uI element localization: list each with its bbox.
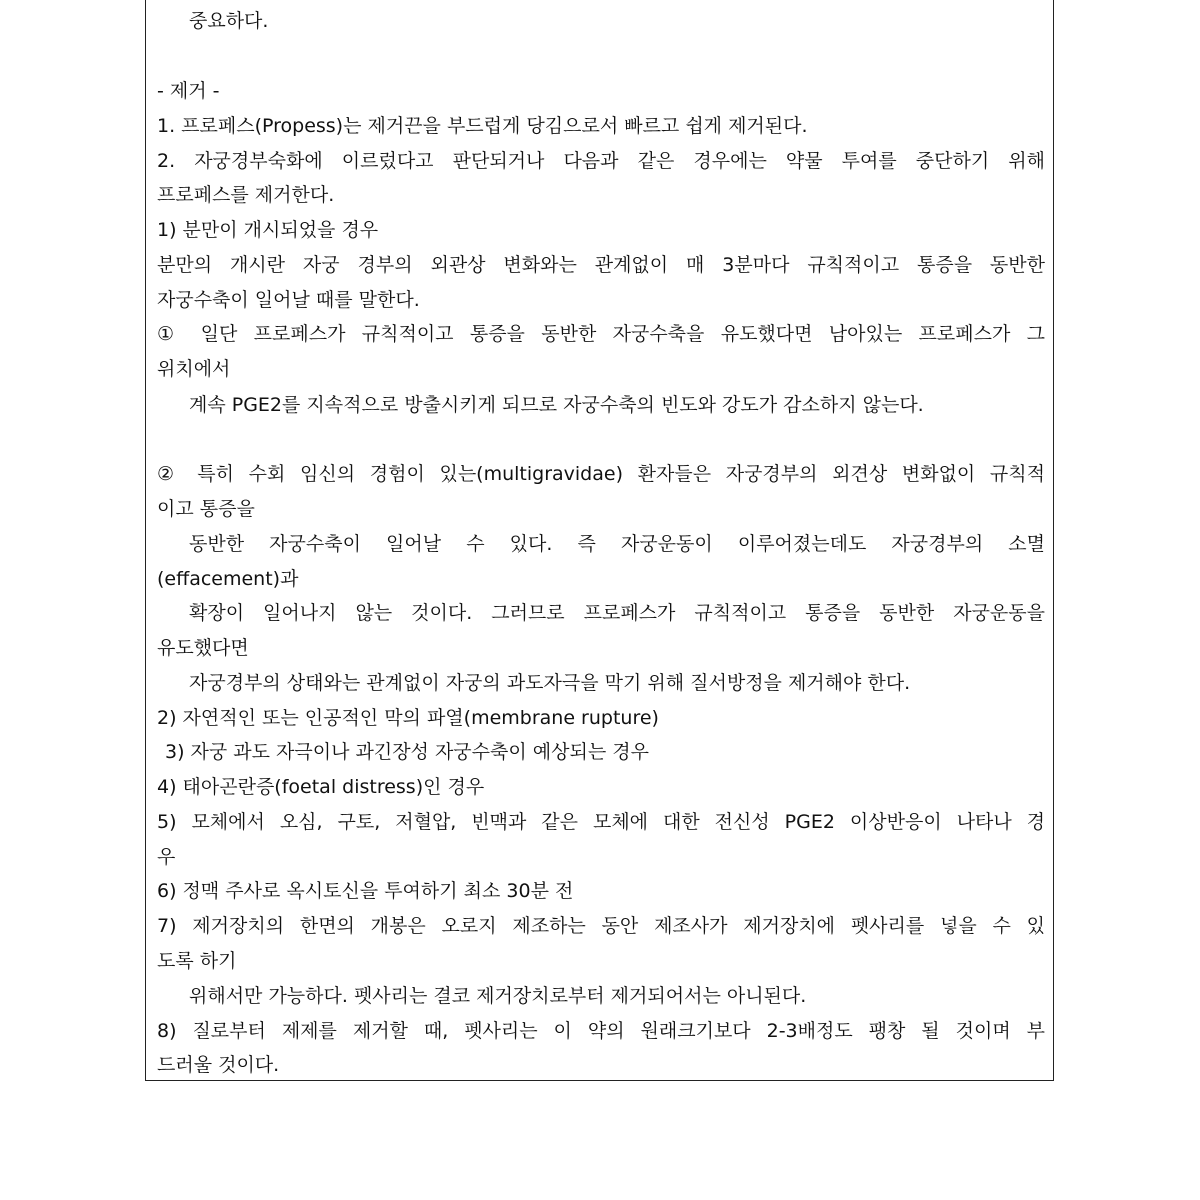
text-line: 중요하다. xyxy=(189,10,269,32)
text-line: 4) 태아곤란증(foetal distress)인 경우 xyxy=(157,776,485,798)
text-line: 유도했다면 xyxy=(157,637,249,659)
text-line: 확장이 일어나지 않는 것이다. 그러므로 프로페스가 규칙적이고 통증을 동반한 자궁운동을 xyxy=(189,602,1045,624)
text-line: 8) 질로부터 제제를 제거할 때, 펫사리는 이 약의 원래크기보다 2-3배정도 팽창 될 것이며 부 xyxy=(157,1020,1045,1042)
text-line: 자궁경부의 상태와는 관계없이 자궁의 과도자극을 막기 위해 질서방정을 제거해야 한다. xyxy=(189,672,911,694)
text-line: 1. 프로페스(Propess)는 제거끈을 부드럽게 당김으로서 빠르고 쉽게 제거된다. xyxy=(157,115,808,137)
text-line: 1) 분만이 개시되었을 경우 xyxy=(157,219,379,241)
text-line: 5) 모체에서 오심, 구토, 저혈압, 빈맥과 같은 모체에 대한 전신성 PGE2 이상반응이 나타나 경 xyxy=(157,811,1045,833)
text-line: 계속 PGE2를 지속적으로 방출시키게 되므로 자궁수축의 빈도와 강도가 감소하지 않는다. xyxy=(189,394,924,416)
text-line: 동반한 자궁수축이 일어날 수 있다. 즉 자궁운동이 이루어졌는데도 자궁경부의 소멸 xyxy=(189,533,1045,555)
text-line: 우 xyxy=(157,846,176,868)
text-line: 분만의 개시란 자궁 경부의 외관상 변화와는 관계없이 매 3분마다 규칙적이고 통증을 동반한 xyxy=(157,254,1045,276)
text-line: 2. 자궁경부숙화에 이르렀다고 판단되거나 다음과 같은 경우에는 약물 투여를 중단하기 위해 xyxy=(157,150,1045,172)
text-line: 위치에서 xyxy=(157,358,231,380)
text-line: 프로페스를 제거한다. xyxy=(157,184,335,206)
text-line: ② 특히 수회 임신의 경험이 있는(multigravidae) 환자들은 자궁경부의 외견상 변화없이 규칙적 xyxy=(157,463,1045,485)
text-line: (effacement)과 xyxy=(157,568,299,590)
text-line: 2) 자연적인 또는 인공적인 막의 파열(membrane rupture) xyxy=(157,707,659,729)
text-line: 자궁수축이 일어날 때를 말한다. xyxy=(157,289,420,311)
text-line: 도록 하기 xyxy=(157,950,237,972)
text-line: 6) 정맥 주사로 옥시토신을 투여하기 최소 30분 전 xyxy=(157,880,574,902)
section-heading-removal: - 제거 - xyxy=(157,80,220,102)
text-line: 7) 제거장치의 한면의 개봉은 오로지 제조하는 동안 제조사가 제거장치에 펫사리를 넣을 수 있 xyxy=(157,915,1045,937)
text-line: ① 일단 프로페스가 규칙적이고 통증을 동반한 자궁수축을 유도했다면 남아있는 프로페스가 그 xyxy=(157,323,1045,345)
text-line: 위해서만 가능하다. 펫사리는 결코 제거장치로부터 제거되어서는 아니된다. xyxy=(189,985,807,1007)
text-line: 3) 자궁 과도 자극이나 과긴장성 자궁수축이 예상되는 경우 xyxy=(165,741,649,763)
text-line: 이고 통증을 xyxy=(157,498,255,520)
text-line: 드러울 것이다. xyxy=(157,1054,280,1076)
